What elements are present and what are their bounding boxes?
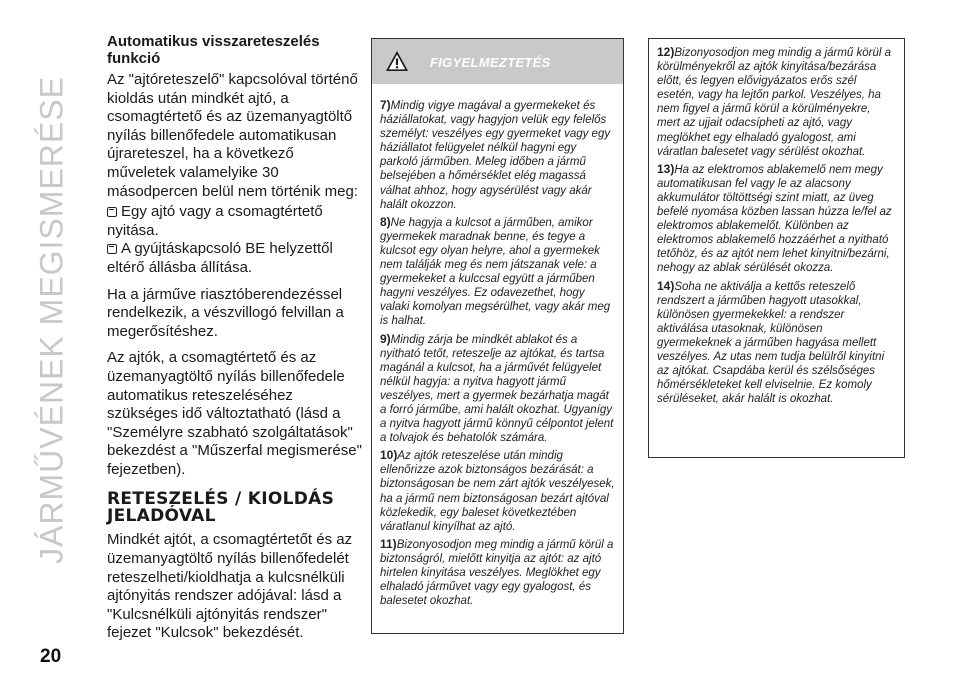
bullet-item-2 (107, 240, 365, 277)
note-text: Mindig vigye magával a gyermekeket és háziállatokat, vagy hagyjon velük egy felelős személyt: veszélyes egy gyermeket vagy egy háziállatot felügyelet nélkül hagyni egy parkoló járműben. Meleg időben a jármű belsejében a hőmérséklet elég magassá válhat ahhoz, hogy agysérülést vagy akár halált okozzon. (380, 100, 611, 211)
bullet-item-2-text: A gyújtáskapcsoló BE helyzettől eltérő állásba állítása. (107, 240, 333, 276)
bullet-item-1 (107, 203, 365, 240)
paragraph-timing: Az ajtók, a csomagtértető és az üzemanyagtöltő nyílás billenőfedele automatikus reteszeléséhez szükséges idő változtatható (lásd a "Személyre szabható szolgáltatások" bekezdést a "Műszerfal megismerése" fejezetben). (107, 349, 362, 478)
bullet-item-1-text: Egy ajtó vagy a csomagtértető nyitása. (107, 203, 323, 239)
note-number: 10) (380, 448, 398, 463)
side-title-text: JÁRMŰVÉNEK MEGISMERÉSE (33, 76, 70, 564)
paragraph-alarm: Ha a járműve riasztóberendezéssel rendelkezik, a vészvillogó felvillan a megerősítéshez. (107, 285, 344, 340)
bullet-box-icon (107, 244, 117, 254)
warning-header (372, 39, 623, 84)
subsection-heading: Automatikus visszareteszelés funkció (107, 33, 320, 67)
warning-note (657, 45, 896, 159)
note-text: Az ajtók reteszelése után mindig ellenőrizze azok biztonságos bezárását: a biztonságosan be nem zárt ajtók veszélyesek, ha a jármű nem biztonságosan bezárt ajtóval közlekedik, egy baleset következtében váratlanul kinyílhat az ajtó. (380, 450, 615, 533)
note-text: Mindig zárja be mindkét ablakot és a nyitható tetőt, reteszelje az ajtókat, és tartsa magánál a kulcsot, ha a járművét felügyelet nélkül hagyja: a nyitva hagyott jármű veszélyes, mert a gyermek bezárhatja magát a forró járműbe, ami halált okozhat. Ugyanígy a nyitva hagyott jármű könnyű célpontot jelent a tolvajok és behatolók számára. (380, 333, 614, 445)
note-number: 14) (657, 278, 675, 293)
note-number: 11) (380, 536, 397, 551)
warning-note (380, 98, 615, 212)
warning-note (657, 162, 896, 276)
warning-continuation-box (648, 38, 905, 458)
page-number: 20 (40, 646, 62, 667)
bullet-box-icon (107, 207, 117, 217)
section-title: RETESZELÉS / KIOLDÁS JELADÓVAL (107, 489, 335, 527)
paragraph-remote: Mindkét ajtót, a csomagtértetőt és az üzemanyagtöltő nyílás billenőfedelét reteszelheti/kioldhatja a kulcsnélküli ajtónyitás rendszer adójával: lásd a "Kulcsnélküli ajtónyitás rendszer" fejezet "Kulcsok" bekezdését. (107, 531, 353, 642)
warning-title: FIGYELMEZTETÉS (430, 55, 551, 70)
note-text: Ha az elektromos ablakemelő nem megy automatikusan fel vagy le az alacsony akkumulátor töltöttségi szint miatt, az üveg befelé nyomása közben lassan húzza le/fel az elektromos ablakemelőt. Különben az elektromos ablakemelő hozzáérhet a nyitható tetőhöz, és az ajtót nem lehet kinyitni/bezárni, nehogy az ablak sérülését okozza. (657, 163, 892, 275)
note-number: 12) (657, 45, 675, 59)
warning-note (380, 448, 615, 534)
note-number: 7) (380, 98, 391, 112)
note-number: 13) (657, 161, 675, 176)
warning-note (380, 332, 615, 446)
warning-note (380, 537, 615, 608)
warning-notes (372, 84, 623, 608)
note-text: Bizonyosodjon meg mindig a jármű körül a körülményekről az ajtók kinyitása/bezárása előtt, és legyen elővigyázatos erős szél esetén, vagy ha lejtőn parkol. Veszélyes, ha nem figyel a jármű körül a körülményekre, mert az ujjait odacsípheti az ajtó, vagy meglökhet egy elhaladó gyalogost, ami váratlan balesetet vagy sérülést okozhat. (657, 47, 892, 158)
section-side-title (22, 40, 82, 600)
note-text: Ne hagyja a kulcsot a járműben, amikor gyermekek maradnak benne, és tegye a kulcsot egy olyan helyre, ahol a gyermekek nem találják meg és nem játszanak vele: a gyermekeket a kulccsal együtt a járműben hagyni veszélyes. Ez odavezethet, hogy valaki komolyan megsérülhet, vagy akár meg is halhat. (380, 216, 611, 328)
warning-triangle-icon (385, 50, 409, 72)
main-text-column (107, 33, 365, 651)
note-number: 9) (380, 331, 391, 346)
warning-note (657, 279, 896, 407)
note-number: 8) (380, 214, 391, 229)
note-text: Bizonyosodjon meg mindig a jármű körül a biztonságról, mielőtt kinyitja az ajtót: az ajtó hirtelen kinyitása veszélyes. Meglökhet egy elhaladó járművet vagy egy gyalogost, és balesetet okozhat. (380, 538, 614, 608)
warning-note (380, 215, 615, 329)
note-text: Soha ne aktiválja a kettős reteszelő rendszert a járműben hagyott utasokkal, különösen gyermekekkel: a rendszer aktiválása utasoknak, különösen gyermekeknek a járműben hagyása mellett veszélyes. Az utas nem tudja belülről kinyitni az ajtókat. Csapdába kerül és szélsőséges hőmérsékleteket kell elviselnie. Ez komoly sérüléseket, akár halált is okozhat. (657, 280, 885, 406)
paragraph-intro: Az "ajtóreteszelő" kapcsolóval történő kioldás után mindkét ajtó, a csomagtértető és az üzemanyagtöltő nyílás billenőfedele automatikusan újrareteszel, ha a következő műveletek valamelyike 30 másodpercen belül nem történik meg: (107, 71, 358, 200)
warning-box (371, 38, 624, 634)
